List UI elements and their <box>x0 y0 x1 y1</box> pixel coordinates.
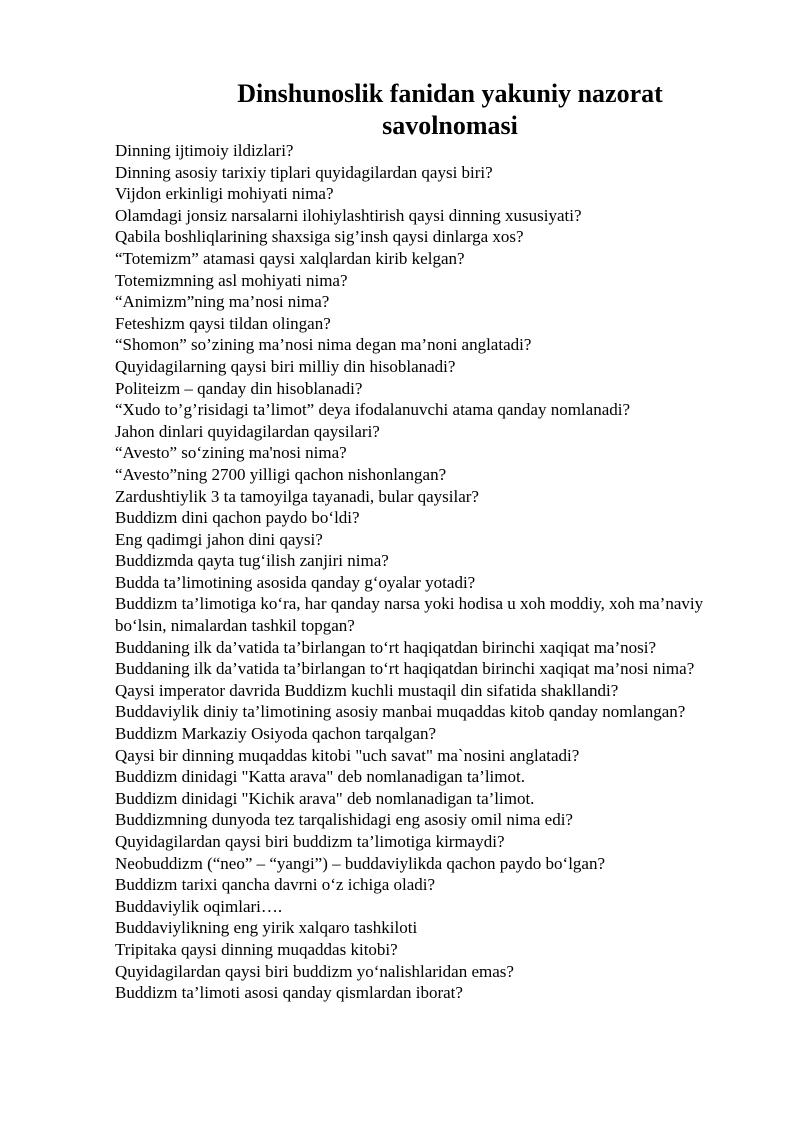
question-item: Buddizm ta’limoti asosi qanday qismlardan iborat? <box>115 983 463 1003</box>
question-item: Buddaviylik diniy ta’limotining asosiy manbai muqaddas kitob qanday nomlangan? <box>115 702 686 722</box>
question-item: Buddizm dinidagi "Kichik arava" deb nomlanadigan ta’limot. <box>115 788 535 808</box>
question-item: “Animizm”ning ma’nosi nima? <box>115 292 330 312</box>
question-item: Feteshizm qaysi tildan olingan? <box>115 313 331 333</box>
question-list <box>115 140 725 1004</box>
question-item: Qaysi imperator davrida Buddizm kuchli mustaqil din sifatida shakllandi? <box>115 680 619 700</box>
question-item: Politeizm – qanday din hisoblanadi? <box>115 378 363 398</box>
question-item: Buddizm ta’limotiga ko‘ra, har qanday narsa yoki hodisa u xoh moddiy, xoh ma’naviy bo‘lsin, nimalardan tashkil topgan? <box>115 594 704 636</box>
question-item: Buddizm dinidagi "Katta arava" deb nomlanadigan ta’limot. <box>115 767 525 787</box>
question-item: “Avesto” so‘zining ma'nosi nima? <box>115 443 347 463</box>
question-item: Qaysi bir dinning muqaddas kitobi "uch savat" ma`nosini anglatadi? <box>115 745 580 765</box>
question-item: Dinning ijtimoiy ildizlari? <box>115 141 294 160</box>
document-title: Dinshunoslik fanidan yakuniy nazorat savolnomasi <box>237 79 663 140</box>
question-item: Buddaning ilk da’vatida ta’birlangan to‘rt haqiqatdan birinchi xaqiqat ma’nosi nima? <box>115 659 695 679</box>
question-item: Jahon dinlari quyidagilardan qaysilari? <box>115 421 380 441</box>
question-item: Vijdon erkinligi mohiyati nima? <box>115 184 334 204</box>
question-item: Qabila boshliqlarining shaxsiga sig’insh qaysi dinlarga xos? <box>115 227 524 247</box>
question-item: Totemizmning asl mohiyati nima? <box>115 270 348 290</box>
question-item: “Avesto”ning 2700 yilligi qachon nishonlangan? <box>115 464 447 484</box>
question-item: Buddaning ilk da’vatida ta’birlangan to‘rt haqiqatdan birinchi xaqiqat ma’nosi? <box>115 637 657 657</box>
question-item: Eng qadimgi jahon dini qaysi? <box>115 529 323 549</box>
question-item: Tripitaka qaysi dinning muqaddas kitobi? <box>115 939 398 959</box>
question-item: Buddizmning dunyoda tez tarqalishidagi eng asosiy omil nima edi? <box>115 810 573 830</box>
question-item: “Xudo to’g’risidagi ta’limot” deya ifodalanuvchi atama qanday nomlanadi? <box>115 400 631 420</box>
question-item: Buddaviylik oqimlari…. <box>115 896 283 916</box>
question-item: Olamdagi jonsiz narsalarni ilohiylashtirish qaysi dinning xususiyati? <box>115 205 582 225</box>
question-item: Buddizm Markaziy Osiyoda qachon tarqalgan? <box>115 724 437 744</box>
question-item: Quyidagilarning qaysi biri milliy din hisoblanadi? <box>115 356 456 376</box>
question-item: Neobuddizm (“neo” – “yangi”) – buddaviylikda qachon paydo bo‘lgan? <box>115 853 606 873</box>
question-item: Buddizmda qayta tug‘ilish zanjiri nima? <box>115 551 389 571</box>
question-item: “Shomon” so’zining ma’nosi nima degan ma’noni anglatadi? <box>115 335 532 355</box>
question-item: Quyidagilardan qaysi biri buddizm ta’limotiga kirmaydi? <box>115 832 505 851</box>
question-item: Buddizm dini qachon paydo bo‘ldi? <box>115 508 360 528</box>
question-item: Buddaviylikning eng yirik xalqaro tashkiloti <box>115 918 418 938</box>
question-item: Quyidagilardan qaysi biri buddizm yo‘nalishlaridan emas? <box>115 961 514 981</box>
question-item: Zardushtiylik 3 ta tamoyilga tayanadi, bular qaysilar? <box>115 486 479 506</box>
question-item: Budda ta’limotining asosida qanday g‘oyalar yotadi? <box>115 572 476 592</box>
question-item: “Totemizm” atamasi qaysi xalqlardan kirib kelgan? <box>115 248 465 268</box>
question-item: Dinning asosiy tarixiy tiplari quyidagilardan qaysi biri? <box>115 162 493 182</box>
question-item: Buddizm tarixi qancha davrni o‘z ichiga oladi? <box>115 875 436 895</box>
